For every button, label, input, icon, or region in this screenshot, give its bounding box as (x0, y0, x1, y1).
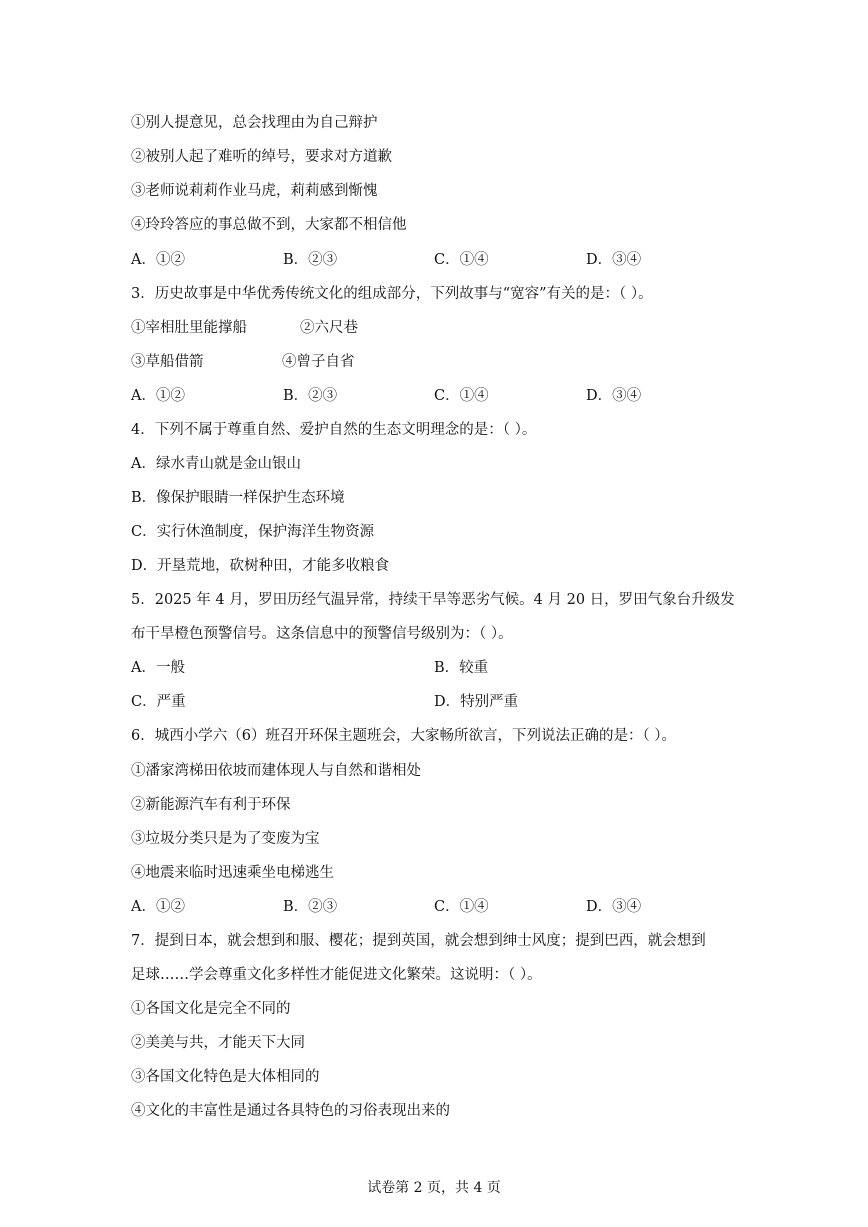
q4-option-d: D．开垦荒地，砍树种田，才能多收粮食 (131, 558, 390, 574)
q3-stem: 3．历史故事是中华优秀传统文化的组成部分，下列故事与“宽容”有关的是：（ ）。 (131, 286, 653, 302)
q3-item-3: ③草船借箭 (131, 354, 204, 370)
q4-option-b: B．像保护眼睛一样保护生态环境 (131, 490, 345, 506)
q6-item-1: ①潘家湾梯田依坡而建体现人与自然和谐相处 (131, 763, 421, 779)
q2-item-4: ④玲玲答应的事总做不到，大家都不相信他 (131, 217, 407, 233)
q2-item-1: ①别人提意见，总会找理由为自己辩护 (131, 115, 378, 131)
q5-option-b: B．较重 (434, 660, 489, 676)
q3-option-b: B．②③ (283, 388, 338, 404)
q2-item-3: ③老师说莉莉作业马虎，莉莉感到惭愧 (131, 183, 378, 199)
q4-stem: 4．下列不属于尊重自然、爱护自然的生态文明理念的是：（ ）。 (131, 422, 537, 438)
q2-item-2: ②被别人起了难听的绰号，要求对方道歉 (131, 149, 392, 165)
q3-option-d: D．③④ (586, 388, 642, 404)
q6-option-d: D．③④ (586, 899, 642, 915)
q7-item-3: ③各国文化特色是大体相同的 (131, 1069, 320, 1085)
q5-option-c: C．严重 (131, 694, 186, 710)
q6-option-c: C．①④ (434, 899, 489, 915)
q6-option-a: A．①② (131, 899, 185, 915)
q3-item-4: ④曾子自省 (282, 354, 355, 370)
page-footer: 试卷第 2 页，共 4 页 (367, 1180, 501, 1196)
q6-item-2: ②新能源汽车有利于环保 (131, 797, 291, 813)
q5-option-a: A．一般 (131, 660, 185, 676)
q5-stem-line-2: 布干旱橙色预警信号。这条信息中的预警信号级别为：（ ）。 (131, 626, 513, 642)
q4-option-c: C．实行休渔制度，保护海洋生物资源 (131, 524, 375, 540)
q2-option-d: D．③④ (586, 252, 642, 268)
q6-item-3: ③垃圾分类只是为了变废为宝 (131, 831, 320, 847)
q5-option-d: D．特别严重 (434, 694, 519, 710)
q2-option-c: C．①④ (434, 252, 489, 268)
q7-item-1: ①各国文化是完全不同的 (131, 1001, 291, 1017)
q7-stem-line-2: 足球……学会尊重文化多样性才能促进文化繁荣。这说明：（ ）。 (131, 967, 542, 983)
q3-option-c: C．①④ (434, 388, 489, 404)
q7-item-4: ④文化的丰富性是通过各具特色的习俗表现出来的 (131, 1103, 450, 1119)
q6-item-4: ④地震来临时迅速乘坐电梯逃生 (131, 865, 334, 881)
q6-stem: 6．城西小学六（6）班召开环保主题班会，大家畅所欲言，下列说法正确的是：（ ）。 (131, 728, 677, 744)
q5-stem-line-1: 5．2025 年 4 月，罗田历经气温异常，持续干旱等恶劣气候。4 月 20 日，罗田气象台升级发 (131, 592, 735, 608)
q4-option-a: A．绿水青山就是金山银山 (131, 456, 301, 472)
q7-item-2: ②美美与共，才能天下大同 (131, 1035, 305, 1051)
q2-option-b: B．②③ (283, 252, 338, 268)
q3-option-a: A．①② (131, 388, 185, 404)
q3-item-2: ②六尺巷 (300, 320, 358, 336)
q2-option-a: A．①② (131, 252, 185, 268)
q6-option-b: B．②③ (283, 899, 338, 915)
q3-item-1: ①宰相肚里能撑船 (131, 320, 247, 336)
q7-stem-line-1: 7．提到日本，就会想到和服、樱花；提到英国，就会想到绅士风度；提到巴西，就会想到 (131, 933, 706, 949)
